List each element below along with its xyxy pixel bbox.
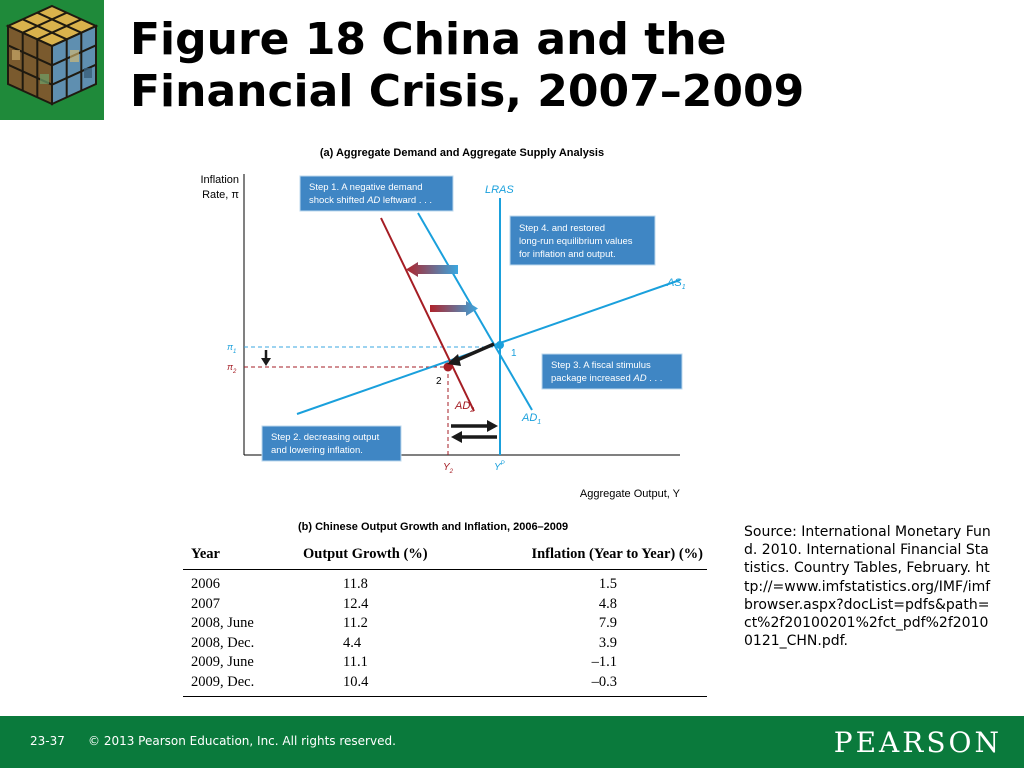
table-row: 2009, Dec. 10.4 –0.3 xyxy=(183,673,707,696)
footer-bar xyxy=(0,716,1024,768)
pearson-logo: PEARSON xyxy=(833,726,1002,759)
svg-text:Step 3. A fiscal stimulus: Step 3. A fiscal stimulus xyxy=(551,360,651,371)
slide-title-line-2: Financial Crisis, 2007–2009 xyxy=(130,66,805,117)
step3-callout xyxy=(542,354,682,389)
slide-title xyxy=(130,14,1010,118)
arrow-output-left xyxy=(451,431,497,443)
svg-text:Step 2. decreasing output: Step 2. decreasing output xyxy=(271,432,380,443)
ad-as-diagram xyxy=(190,140,710,510)
as1-label: $AS_1$ xyxy=(667,277,686,291)
copyright-notice: © 2013 Pearson Education, Inc. All rights reserved. xyxy=(88,734,396,748)
panel-a-title: (a) Aggregate Demand and Aggregate Supply Analysis xyxy=(319,147,605,159)
ad1-label: $AD_1$ xyxy=(522,412,542,426)
table-row: 2009, June 11.1 –1.1 xyxy=(191,654,617,671)
slide-number: 23-37 xyxy=(30,734,65,748)
pi2-label: $\pi_2$ xyxy=(227,362,237,375)
point-2-label: 2 xyxy=(436,376,442,387)
lras-label: LRAS xyxy=(485,184,514,196)
svg-text:long-run equilibrium values: long-run equilibrium values xyxy=(519,236,633,247)
point-1-label: 1 xyxy=(511,348,517,359)
column-header-output-growth: Output Growth (%) xyxy=(303,541,471,570)
table-header-row xyxy=(183,541,707,570)
y-axis-label-line-2: Rate, π xyxy=(202,189,239,201)
column-header-inflation: Inflation (Year to Year) (%) xyxy=(471,541,707,570)
x-axis-label: Aggregate Output, Y xyxy=(579,488,680,500)
panel-b-title: (b) Chinese Output Growth and Inflation, 2006–2009 xyxy=(298,521,569,533)
pi1-label: $\pi_1$ xyxy=(227,342,237,355)
publisher-logo-rubiks-cube-icon xyxy=(0,0,104,120)
table-row: 2008, Dec. 4.4 3.9 xyxy=(191,634,617,651)
step2-callout xyxy=(262,426,401,461)
ad-shift-left-arrow xyxy=(406,262,458,277)
column-header-year: Year xyxy=(183,541,303,570)
svg-text:shock shifted AD leftward . .: shock shifted AD leftward . . . xyxy=(309,195,433,206)
ad2-label: $AD_2$ xyxy=(455,400,475,414)
svg-text:and lowering inflation.: and lowering inflation. xyxy=(271,445,363,456)
step4-callout xyxy=(510,216,655,265)
slide-title-line-1: Figure 18 China and the xyxy=(130,14,727,65)
step1-callout xyxy=(300,176,453,211)
arrow-output-right xyxy=(451,420,498,432)
ad2-curve xyxy=(381,218,474,411)
rubiks-cube-collage-icon xyxy=(0,0,104,120)
equilibrium-point-1 xyxy=(496,341,504,349)
china-growth-inflation-table xyxy=(183,541,707,697)
table-row: 2007 12.4 4.8 xyxy=(191,595,617,612)
arrow-down-pi xyxy=(261,350,271,366)
svg-text:package increased AD . . .: package increased AD . . . xyxy=(551,373,663,384)
y2-label: $Y_2$ xyxy=(443,462,454,475)
y-axis-label-line-1: Inflation xyxy=(200,174,239,186)
yp-label: $Y^P$ xyxy=(494,461,505,473)
source-note: Source: International Monetary Fund. 2010. International Financial Statistics. Country Tables, February. http://=www.imfstatistics.org/IMF/imfbrowser.aspx?docList=pdfs&path=ct%2f20100201%2fct_pdf%2f20100121_CHN.pdf. xyxy=(744,524,991,650)
svg-text:Step 4. and restored: Step 4. and restored xyxy=(519,223,606,234)
svg-text:Step 1. A negative demand: Step 1. A negative demand xyxy=(309,182,423,193)
table-row: 2008, June 11.2 7.9 xyxy=(191,615,617,632)
svg-text:for inflation and output.: for inflation and output. xyxy=(519,249,616,260)
table-row: 2006 11.8 1.5 xyxy=(191,576,617,592)
